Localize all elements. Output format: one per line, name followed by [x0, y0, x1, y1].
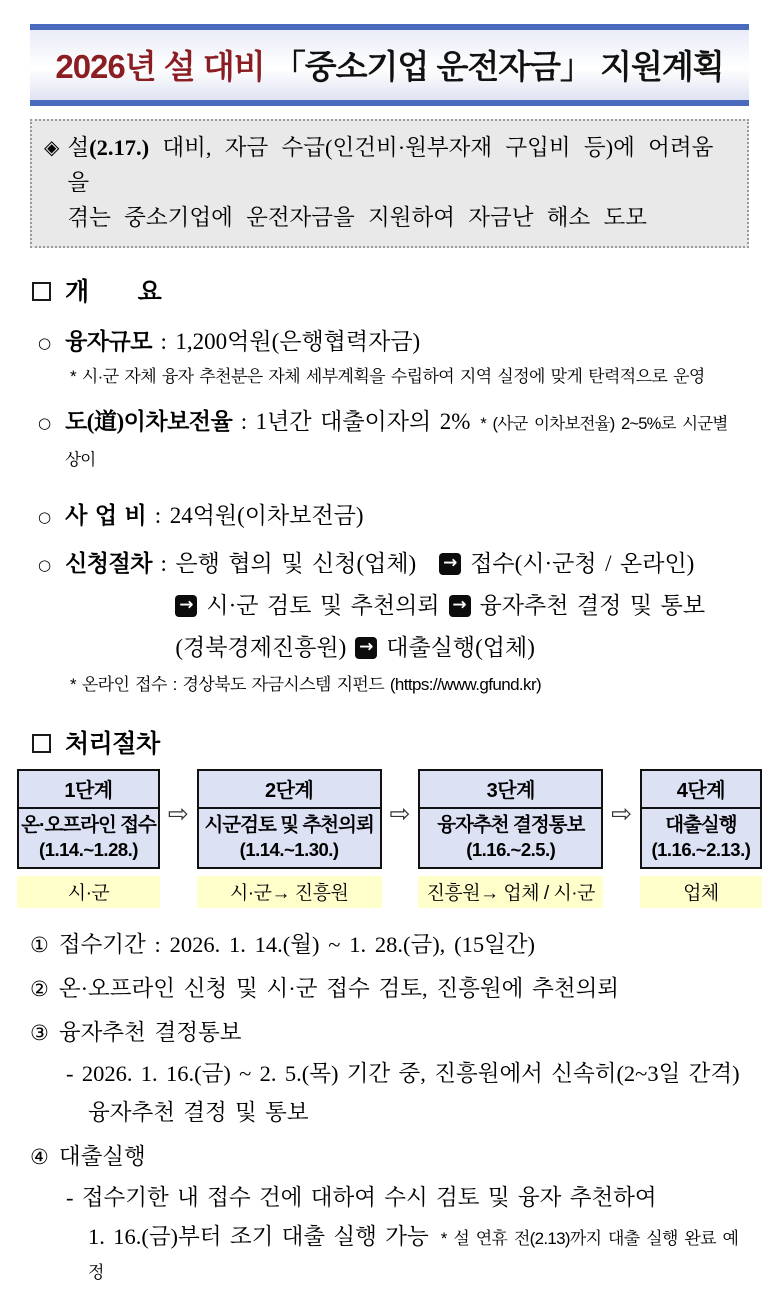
flow-step-2-actor: 시·군→ 진흥원 [197, 876, 382, 908]
hollow-right-arrow-icon: ⇨ [611, 799, 633, 828]
square-bullet-icon [32, 282, 51, 301]
flow-step-1-stage: 1단계 [19, 771, 158, 809]
flow-step-4-stage: 4단계 [642, 771, 760, 809]
flow-step-3-box [418, 769, 603, 869]
process-heading-label: 처리절차 [65, 730, 160, 758]
flow-step-4 [640, 769, 762, 908]
page-title [30, 41, 749, 88]
overview-item-loan-scale [38, 325, 749, 359]
flow-step-1 [17, 769, 160, 908]
detail-item-1-text: 접수기간 : 2026. 1. 14.(월) ~ 1. 28.(금), (15일간) [58, 932, 536, 957]
flow-step-1-actor: 시·군 [17, 876, 160, 908]
summary-box [30, 119, 749, 248]
interest-rate-note: * (사군 이차보전율) 2~5%로 시군별 상이 [65, 415, 728, 469]
online-apply-note: * 온라인 접수 : 경상북도 자금시스템 지펀드 (https://www.gfund.kr) [70, 675, 542, 694]
apply-procedure-lines [175, 547, 705, 664]
flow-step-3-period: (1.16.~2.5.) [466, 839, 556, 860]
process-flow-diagram [17, 769, 762, 908]
detail-item-4 [30, 1141, 749, 1173]
detail-item-4-sub2: 1. 16.(금)부터 조기 대출 실행 가능 * 설 연휴 전(2.13)까지 대출 실행 완료 예정 [88, 1224, 739, 1282]
flow-step-4-period: (1.16.~2.13.) [651, 839, 751, 860]
loan-scale-text: 융자규모 : 1,200억원(은행협력자금) [65, 329, 421, 354]
flow-step-1-period: (1.14.~1.28.) [39, 839, 138, 860]
flow-step-3-name: 융자추천 결정통보 [437, 814, 585, 836]
summary-text [67, 130, 735, 235]
flow-step-4-actor: 업체 [640, 876, 762, 908]
summary-line2: 겪는 중소기업에 운전자금을 지원하여 자금난 해소 도모 [67, 205, 647, 230]
section-heading-process [30, 724, 749, 760]
flow-step-3-stage: 3단계 [420, 771, 601, 809]
interest-rate-text: 도(道)이차보전율 : 1년간 대출이자의 2% * (사군 이차보전율) 2~5%로 시군별 상이 [65, 409, 728, 469]
details-list [30, 929, 749, 1289]
circled-number-1: ① [30, 933, 49, 957]
circled-number-3: ③ [30, 1021, 49, 1045]
diamond-bullet-icon: ◈ [44, 135, 60, 159]
hollow-right-arrow-icon: ⇨ [167, 799, 189, 828]
square-bullet-icon [32, 734, 51, 753]
flow-step-3-actor: 진흥원→ 업체 / 시·군 [418, 876, 603, 908]
detail-item-4-note: * 설 연휴 전(2.13)까지 대출 실행 완료 예정 [88, 1229, 739, 1282]
document-page [0, 24, 779, 1289]
apply-procedure-label: 신청절차 [65, 551, 152, 576]
boxed-right-arrow-icon: → [439, 553, 461, 575]
section-heading-overview [30, 272, 749, 308]
boxed-right-arrow-icon: → [175, 595, 197, 617]
overview-heading-label: 개 요 [65, 278, 162, 306]
flow-step-2-name: 시군검토 및 추천의뢰 [204, 814, 374, 836]
page-title-red-part: 2026년 설 대비 [55, 48, 265, 85]
boxed-right-arrow-icon: → [355, 637, 377, 659]
boxed-right-arrow-icon: → [449, 595, 471, 617]
loan-scale-note: * 시·군 자체 융자 추천분은 자체 세부계획을 수립하여 지역 실정에 맞게 탄력적으로 운영 [70, 367, 705, 386]
flow-step-2 [197, 769, 382, 908]
budget-text: 사 업 비 : 24억원(이차보전금) [65, 503, 364, 528]
flow-step-2-period: (1.14.~1.30.) [239, 839, 339, 860]
detail-item-4-text: 대출실행 [58, 1144, 146, 1169]
circle-bullet-icon: ○ [38, 556, 52, 574]
circle-bullet-icon: ○ [38, 334, 52, 352]
hollow-right-arrow-icon: ⇨ [389, 799, 411, 828]
apply-line-1: 은행 협의 및 신청(업체) → 접수(시·군청 / 온라인) [175, 551, 695, 576]
title-bar [30, 24, 749, 106]
circle-bullet-icon: ○ [38, 414, 52, 432]
detail-item-2-text: 온·오프라인 신청 및 시·군 접수 검토, 진흥원에 추천의뢰 [58, 976, 620, 1001]
flow-step-4-name: 대출실행 [665, 814, 737, 836]
flow-step-2-stage: 2단계 [199, 771, 380, 809]
flow-step-3 [418, 769, 603, 908]
flow-step-1-box [17, 769, 160, 869]
flow-step-2-box [197, 769, 382, 869]
flow-step-4-box [640, 769, 762, 869]
detail-item-4-sub1: - 접수기한 내 접수 건에 대하여 수시 검토 및 융자 추천하여 [66, 1185, 657, 1210]
detail-item-2 [30, 973, 749, 1005]
summary-line1: 설(2.17.) 대비, 자금 수급(인건비·원부자재 구입비 등)에 어려움을 [67, 135, 714, 195]
circled-number-2: ② [30, 977, 49, 1001]
page-title-black-part: 「중소기업 운전자금」 지원계획 [264, 48, 724, 85]
overview-item-apply-procedure [38, 547, 749, 664]
overview-item-budget [38, 499, 749, 533]
apply-line-3: (경북경제진흥원) → 대출실행(업체) [175, 635, 535, 660]
detail-item-1 [30, 929, 749, 961]
circle-bullet-icon: ○ [38, 508, 52, 526]
detail-item-3-sub1: - 2026. 1. 16.(금) ~ 2. 5.(목) 기간 중, 진흥원에서 신속히(2~3일 간격) [66, 1061, 740, 1086]
detail-item-3-sub2: 융자추천 결정 및 통보 [88, 1100, 309, 1125]
apply-procedure: 신청절차 : 은행 협의 및 신청(업체) → 접수(시·군청 / 온라인) → 시·군 검토 및 추천의뢰 → 융자추천 결정 및 통보 (경북경제진흥원) → 대출실행(업체) [65, 547, 705, 664]
overview-item-interest-rate [38, 405, 749, 477]
detail-item-3 [30, 1017, 749, 1049]
flow-step-1-name: 온·오프라인 접수 [21, 814, 156, 836]
circled-number-4: ④ [30, 1145, 49, 1169]
apply-line-2: → 시·군 검토 및 추천의뢰 → 융자추천 결정 및 통보 [175, 589, 705, 622]
detail-item-3-text: 융자추천 결정통보 [58, 1020, 242, 1045]
